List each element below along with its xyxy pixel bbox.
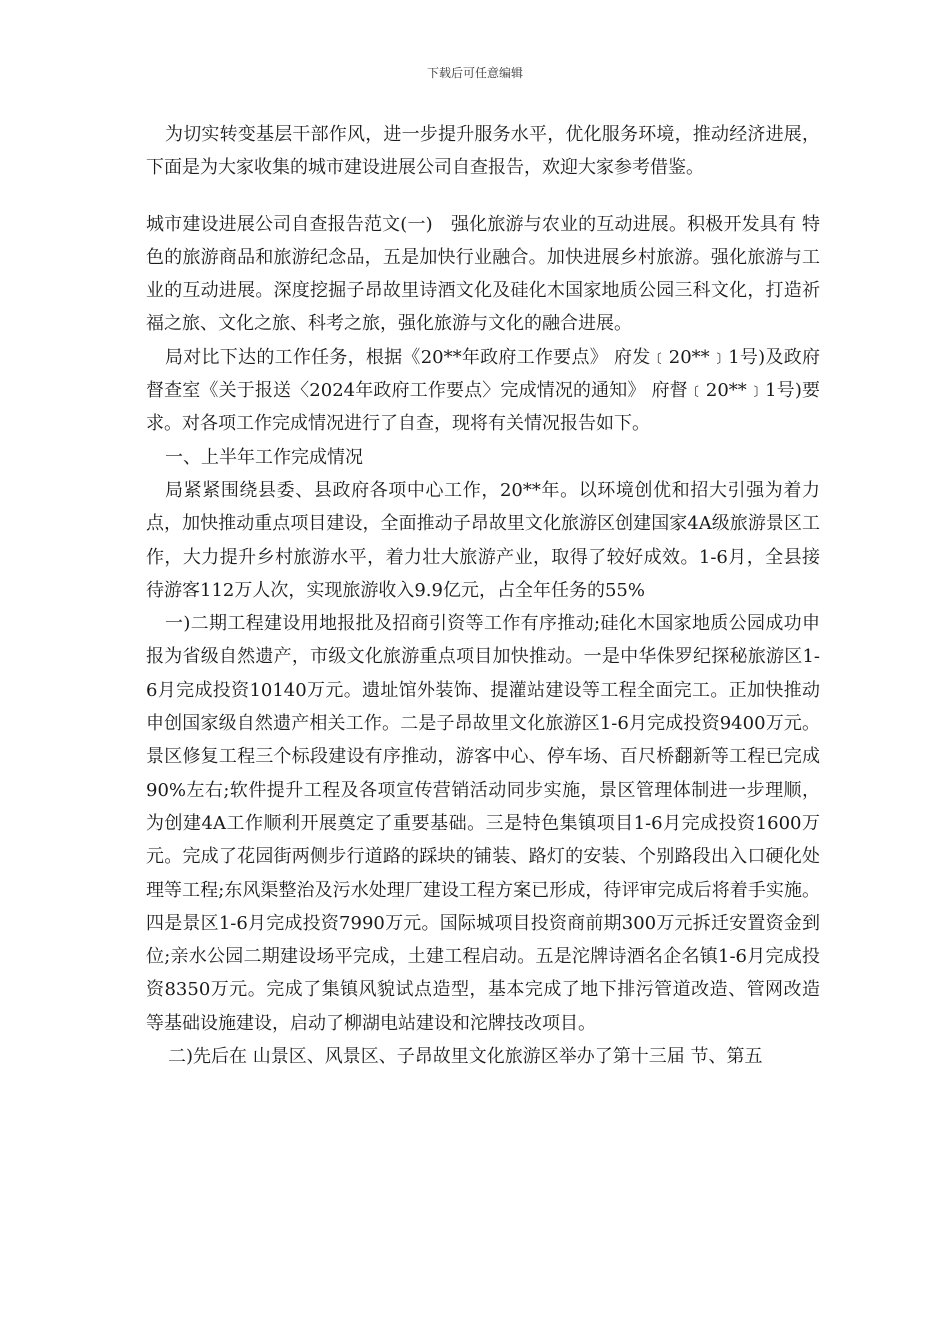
summary-paragraph: 局紧紧围绕县委、县政府各项中心工作，20**年。以环境创优和招大引强为着力点，加快推动重点项目建设，全面推动子昂故里文化旅游区创建国家4A级旅游景区工作，大力提升乡村旅游水平，着力壮大旅游产业，取得了较好成效。1-6月，全县接待游客112万人次，实现旅游收入9.9亿元，占全年任务的55% bbox=[146, 479, 820, 601]
report-title-paragraph: 城市建设进展公司自查报告范文(一) 强化旅游与农业的互动进展。积极开发具有 特色的旅游商品和旅游纪念品，五是加快行业融合。加快进展乡村旅游。强化旅游与工业的互动进展。深度挖掘子昂故里诗酒文化及硅化木国家地质公园三科文化，打造祈福之旅、文化之旅、科考之旅，强化旅游与文化的融合进展。 bbox=[146, 213, 820, 335]
paragraph-gap bbox=[146, 185, 820, 208]
page-header: 下载后可任意编辑 bbox=[426, 66, 523, 80]
events-paragraph: 二)先后在 山景区、风景区、子昂故里文化旅游区举办了第十三届 节、第五 bbox=[168, 1046, 763, 1068]
section-heading: 一、上半年工作完成情况 bbox=[165, 446, 363, 468]
intro-paragraph: 为切实转变基层干部作风，进一步提升服务水平，优化服务环境，推动经济进展，下面是为大家收集的城市建设进展公司自查报告，欢迎大家参考借鉴。 bbox=[146, 124, 820, 179]
projects-paragraph: 一)二期工程建设用地报批及招商引资等工作有序推动;硅化木国家地质公园成功申报为省级自然遗产，市级文化旅游重点项目加快推动。一是中华侏罗纪探秘旅游区1-6月完成投资10140万元。遗址馆外装饰、提灌站建设等工程全面完工。正加快推动申创国家级自然遗产相关工作。二是子昂故里文化旅游区1-6月完成投资9400万元。景区修复工程三个标段建设有序推动，游客中心、停车场、百尺桥翻新等工程已完成90%左右;软件提升工程及各项宣传营销活动同步实施，景区管理体制进一步理顺，为创建4A工作顺利开展奠定了重要基础。三是特色集镇项目1-6月完成投资1600万元。完成了花园街两侧步行道路的踩块的铺装、路灯的安装、个别路段出入口硬化处理等工程;东风渠整治及污水处理厂建设工程方案已形成，待评审完成后将着手实施。四是景区1-6月完成投资7990万元。国际城项目投资商前期300万元拆迁安置资金到位;亲水公园二期建设场平完成，土建工程启动。五是沱牌诗酒名企名镇1-6月完成投资8350万元。完成了集镇风貌试点造型，基本完成了地下排污管道改造、管网改造等基础设施建设，启动了柳湖电站建设和沱牌技改项目。 bbox=[146, 613, 820, 1034]
document-body bbox=[146, 118, 820, 1073]
task-paragraph: 局对比下达的工作任务，根据《20**年政府工作要点》 府发﹝20**﹞1号)及政府督查室《关于报送〈2024年政府工作要点〉完成情况的通知》 府督﹝20**﹞1号)要求。对各项工作完成情况进行了自查，现将有关情况报告如下。 bbox=[146, 346, 820, 435]
